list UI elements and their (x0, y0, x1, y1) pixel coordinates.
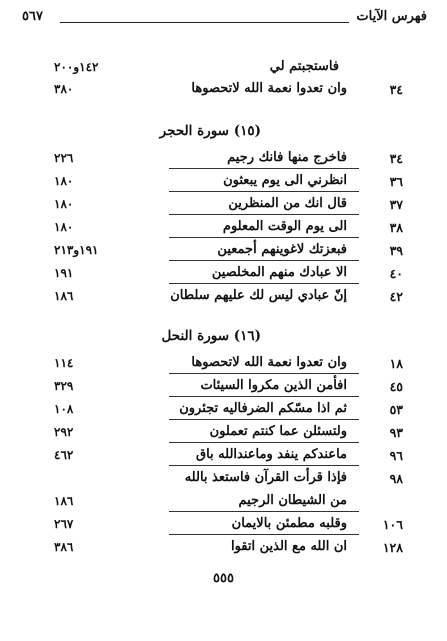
footer-mark: ٥٥٥ (213, 571, 234, 586)
row-underline (169, 283, 359, 284)
section-title-an-nahl: (١٦) سورة النحل (161, 328, 261, 344)
row-underline (169, 214, 359, 215)
index-row (0, 467, 447, 489)
page-reference: ٣٨٠ (54, 82, 74, 96)
page-reference: ٣٨٦ (54, 540, 74, 554)
verse-text: الى يوم الوقت المعلوم (222, 219, 347, 234)
page-reference: ١٨٠ (54, 220, 74, 234)
index-row (0, 536, 447, 558)
index-row (0, 239, 447, 261)
verse-number: ٣٤ (389, 82, 403, 97)
page-reference: ٢٦٧ (54, 517, 74, 531)
page-reference: ١٨٦ (54, 289, 74, 303)
page-reference: ١٨٦ (54, 494, 74, 508)
verse-text: ان الله مع الذين اتقوا (230, 539, 347, 554)
row-underline (169, 465, 359, 466)
page-reference: ٢٢٦ (54, 151, 74, 165)
index-row (0, 352, 447, 374)
verse-text: فإذا قرأت القرآن فاستعذ بالله (184, 470, 347, 485)
verse-text: ثم اذا مسّكم الضرفاليه تجئرون (179, 401, 347, 416)
verse-text: انظرني الى يوم يبعثون (223, 173, 347, 188)
verse-number: ٩٨ (389, 471, 403, 486)
verse-number: ٣٨ (389, 220, 403, 235)
index-row (0, 375, 447, 397)
index-row (0, 285, 447, 307)
verse-number: ٤٢ (389, 289, 403, 304)
page-reference: ١٠٨ (54, 402, 74, 416)
header-rule (60, 22, 349, 23)
row-underline (169, 511, 359, 512)
verse-text: وان تعدوا نعمة الله لاتحصوها (191, 81, 347, 96)
verse-number: ٩٣ (389, 425, 403, 440)
verse-number: ٤٠ (389, 266, 403, 281)
row-underline (169, 191, 359, 192)
index-row (0, 193, 447, 215)
verse-number: ٥٣ (389, 402, 403, 417)
row-underline (169, 534, 359, 535)
row-underline (169, 373, 359, 374)
verse-text: ولتسئلن عما كنتم تعملون (209, 424, 347, 439)
verse-text: ماعندكم ينفد وماعندالله باق (195, 447, 347, 462)
row-underline (169, 168, 359, 169)
page-reference: ٤٦٢ (54, 448, 74, 462)
page-reference: ١٨٠ (54, 197, 74, 211)
verse-text: وان تعدوا نعمة الله لاتحصوها (191, 355, 347, 370)
page-number: ٥٦٧ (22, 9, 43, 24)
page-reference: ١٨٠ (54, 174, 74, 188)
index-row (0, 490, 447, 512)
page-reference: ١١٤ (54, 356, 74, 370)
verse-text: الا عبادك منهم المخلصين (211, 265, 347, 280)
row-underline (169, 260, 359, 261)
verse-text: قال انك من المنظرين (228, 196, 347, 211)
verse-number: ٣٤ (389, 151, 403, 166)
verse-text: فاخرج منها فانك رجيم (227, 150, 347, 165)
verse-number: ١٢٨ (382, 540, 403, 555)
verse-number: ٩٦ (389, 448, 403, 463)
page-reference: ١٩١و٢١٣ (54, 243, 99, 257)
verse-number: ٣٧ (389, 197, 403, 212)
page-reference: ٢٩٢ (54, 425, 74, 439)
verse-text: فبعزتك لاغوينهم أجمعين (217, 242, 347, 257)
row-underline (169, 419, 359, 420)
page-reference: ٣٢٩ (54, 379, 74, 393)
index-row (0, 147, 447, 169)
verse-text: وقلبه مطمئن بالايمان (231, 516, 347, 531)
header-title: فهرس الآيات (356, 9, 427, 24)
verse-number: ٣٦ (389, 174, 403, 189)
page-reference: ١٤٢و٢٠٠ (54, 60, 99, 74)
section-title-al-hijr: (١٥) سورة الحجر (159, 123, 261, 139)
index-row (0, 444, 447, 466)
index-row (0, 513, 447, 535)
index-row (0, 78, 447, 100)
index-row (0, 398, 447, 420)
row-underline (169, 396, 359, 397)
verse-number: ١٠٦ (382, 517, 403, 532)
verse-number: ٣٩ (389, 243, 403, 258)
index-row (0, 421, 447, 443)
index-row (0, 262, 447, 284)
page-header (22, 9, 427, 33)
verse-number: ١٨ (389, 356, 403, 371)
row-underline (169, 237, 359, 238)
verse-text: فاستجبتم لي (269, 59, 339, 74)
verse-number: ٤٥ (389, 379, 403, 394)
row-underline (169, 442, 359, 443)
verse-text: من الشيطان الرجيم (238, 493, 347, 508)
index-row (0, 170, 447, 192)
page-reference: ١٩١ (54, 266, 74, 280)
index-row (0, 216, 447, 238)
verse-text: افأمن الذين مكروا السيئات (200, 378, 347, 393)
index-row (0, 56, 447, 78)
verse-text: إنّ عبادي ليس لك عليهم سلطان (170, 288, 347, 303)
